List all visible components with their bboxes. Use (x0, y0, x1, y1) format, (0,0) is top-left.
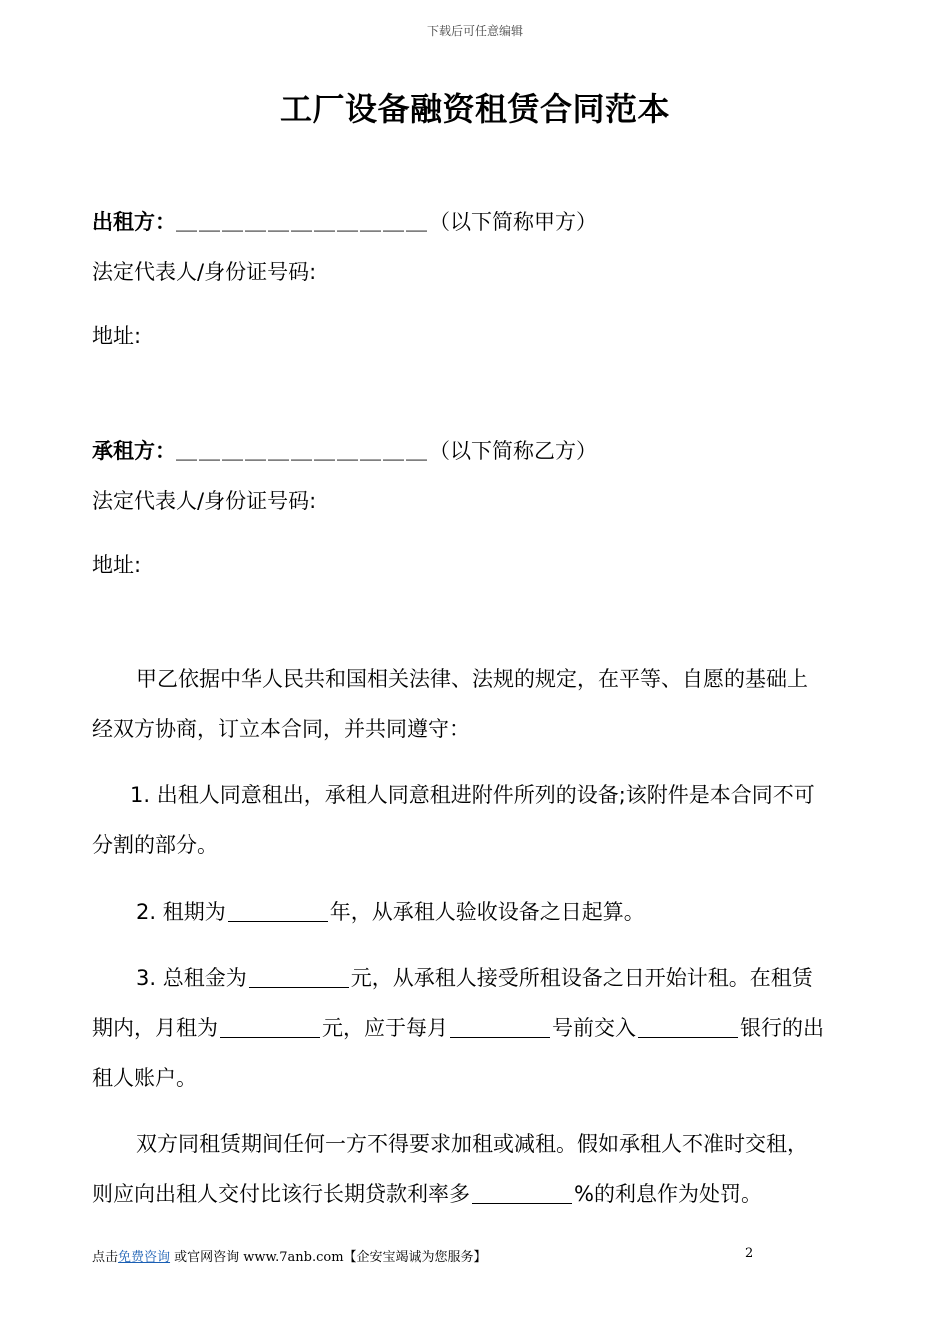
due-day-blank (450, 1015, 550, 1038)
lessor-rep-label: 法定代表人/身份证号码: (92, 260, 317, 284)
intro-line-2: 经双方协商，订立本合同，并共同遵守： (92, 717, 470, 741)
bank-blank (638, 1015, 738, 1038)
lessee-address-label: 地址: (92, 553, 142, 577)
page-number: 2 (745, 1246, 754, 1261)
penalty-line-2 (92, 1179, 762, 1209)
clause-3-text-d: 元，应于每月 (322, 1016, 448, 1040)
footer-prefix: 点击 (92, 1250, 119, 1265)
free-consult-link[interactable]: 免费咨询 (118, 1250, 171, 1265)
lessor-suffix: （以下简称甲方） (429, 210, 597, 234)
penalty-text-b: %的利息作为处罚。 (574, 1182, 762, 1206)
lessor-label: 出租方： (92, 210, 176, 234)
intro-line-1: 甲乙依据中华人民共和国相关法律、法规的规定，在平等、自愿的基础上 (136, 667, 808, 691)
clause-1-line-2: 分割的部分。 (92, 833, 218, 857)
total-rent-blank (249, 965, 349, 988)
lessee-suffix: （以下简称乙方） (429, 439, 597, 463)
penalty-line-1: 双方同租赁期间任何一方不得要求加租或减租。假如承租人不准时交租， (136, 1132, 808, 1156)
lessor-line (92, 207, 597, 237)
clause-1-line-1: 1. 出租人同意租出，承租人同意租进附件所列的设备;该附件是本合同不可 (130, 783, 815, 807)
interest-rate-blank (472, 1181, 572, 1204)
clause-3-line-2 (92, 1013, 824, 1043)
clause-3-text-a: 3. 总租金为 (136, 966, 247, 990)
clause-3-line-1 (136, 963, 813, 993)
lessee-rep-label: 法定代表人/身份证号码: (92, 489, 317, 513)
lease-term-blank (228, 899, 328, 922)
clause-3-text-f: 银行的出 (740, 1016, 824, 1040)
footer-text: 或官网咨询 www.7anb.com【企安宝竭诚为您服务】 (170, 1250, 487, 1265)
footer (92, 1246, 487, 1265)
penalty-text-a: 则应向出租人交付比该行长期贷款利率多 (92, 1182, 470, 1206)
lessor-blank: ＿＿＿＿＿＿＿＿＿＿＿ (176, 210, 429, 234)
clause-3-text-c: 期内，月租为 (92, 1016, 218, 1040)
clause-3-text-e: 号前交入 (552, 1016, 636, 1040)
lessee-label: 承租方： (92, 439, 176, 463)
header-note: 下载后可任意编辑 (426, 24, 523, 38)
document-title: 工厂设备融资租赁合同范本 (279, 90, 670, 128)
lessee-line (92, 436, 597, 466)
clause-3-text-b: 元，从承租人接受所租设备之日开始计租。在租赁 (350, 966, 813, 990)
lessee-blank: ＿＿＿＿＿＿＿＿＿＿＿ (176, 439, 429, 463)
clause-3-line-3: 租人账户。 (92, 1066, 197, 1090)
clause-2-text-a: 2. 租期为 (136, 900, 226, 924)
lessor-address-label: 地址: (92, 324, 142, 348)
clause-2 (136, 897, 645, 927)
monthly-rent-blank (220, 1015, 320, 1038)
clause-2-text-b: 年，从承租人验收设备之日起算。 (329, 900, 645, 924)
